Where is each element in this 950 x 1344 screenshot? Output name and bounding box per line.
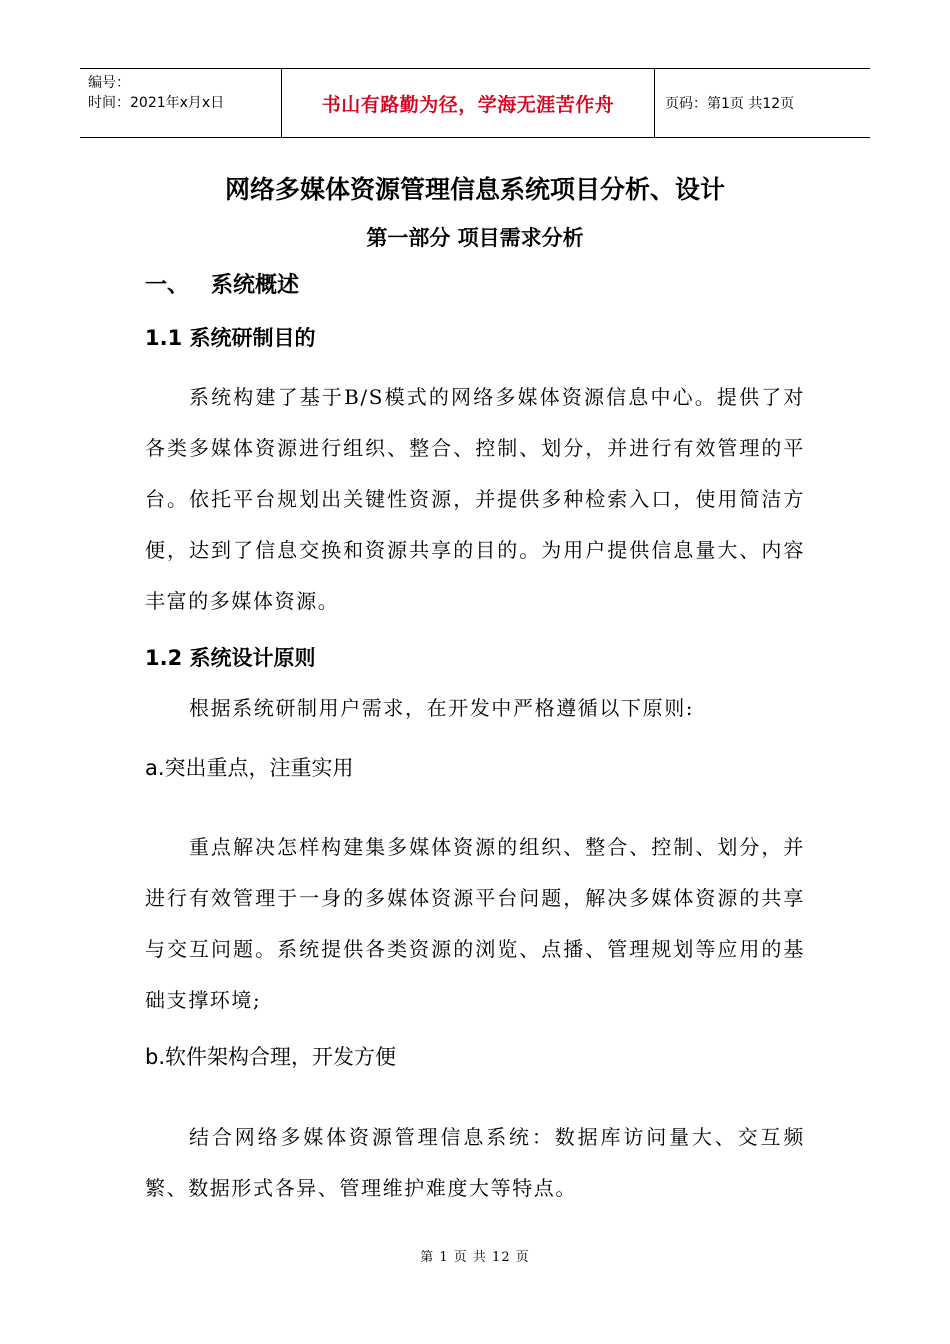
header-meta	[80, 69, 281, 137]
part-title: 第一部分 项目需求分析	[366, 226, 584, 250]
time-label: 时间：2021年x月x日	[88, 95, 225, 111]
principle-b-heading: b.软件架构合理，开发方便	[145, 1045, 397, 1069]
header-page-code: 页码：第1页 共12页	[665, 96, 795, 112]
page-footer: 第 1 页 共 12 页	[420, 1250, 530, 1265]
document-title: 网络多媒体资源管理信息系统项目分析、设计	[224, 175, 725, 204]
principle-a-heading: a.突出重点，注重实用	[145, 756, 354, 780]
header-motto: 书山有路勤为径，学海无涯苦作舟	[281, 69, 655, 137]
header-table	[80, 68, 870, 138]
paragraph-principle-a: 重点解决怎样构建集多媒体资源的组织、整合、控制、划分，并进行有效管理于一身的多媒体资源平台问题，解决多媒体资源的共享与交互问题。系统提供各类资源的浏览、点播、管理规划等应用的基础支撑环境;	[145, 835, 805, 1012]
serial-label: 编号：	[88, 75, 130, 91]
paragraph-principles-intro: 根据系统研制用户需求，在开发中严格遵循以下原则:	[189, 696, 695, 720]
paragraph-purpose: 系统构建了基于B/S模式的网络多媒体资源信息中心。提供了对各类多媒体资源进行组织、整合、控制、划分，并进行有效管理的平台。依托平台规划出关键性资源，并提供多种检索入口，使用简洁方便，达到了信息交换和资源共享的目的。为用户提供信息量大、内容丰富的多媒体资源。	[145, 385, 805, 613]
subsection-1-2-heading: 1.2 系统设计原则	[145, 646, 316, 670]
section-number: 一、	[145, 273, 190, 298]
subsection-1-1-heading: 1.1 系统研制目的	[145, 326, 316, 350]
section-title: 系统概述	[211, 273, 300, 298]
paragraph-principle-b: 结合网络多媒体资源管理信息系统：数据库访问量大、交互频繁、数据形式各异、管理维护难度大等特点。	[145, 1125, 805, 1200]
section-heading	[145, 268, 299, 299]
